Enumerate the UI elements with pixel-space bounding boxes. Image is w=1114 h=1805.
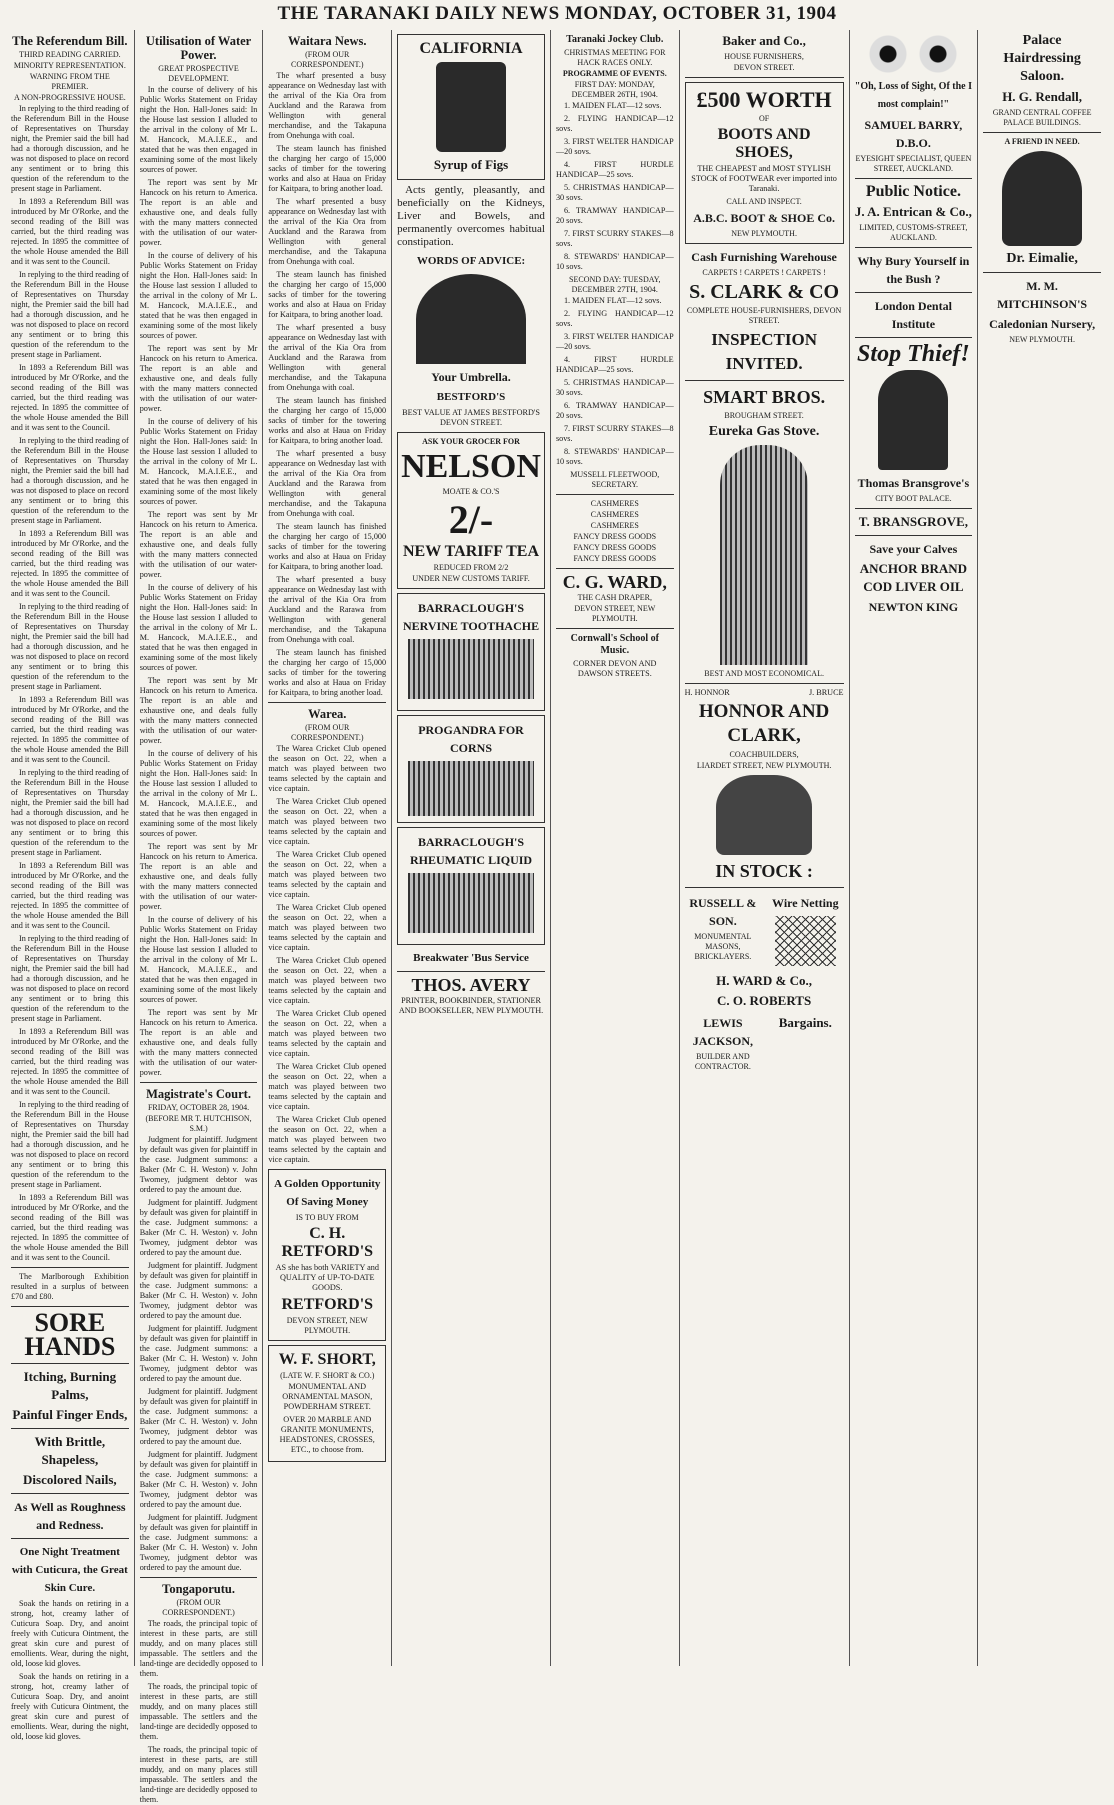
programme-title: PROGRAMME OF EVENTS. xyxy=(562,69,667,78)
stop-thief-title: Stop Thief! xyxy=(857,341,970,367)
nelson-tea-ad xyxy=(397,432,545,589)
race-5: 5. CHRISTMAS HANDICAP—30 sovs. xyxy=(555,183,674,202)
race-6-day2: 6. TRAMWAY HANDICAP—20 sovs. xyxy=(555,401,674,420)
court-para-repeat-c: Judgment for plaintiff. Judgment by default was given for plaintiff in the case. Judgment summons: a Baker (Mr C. H. Weston) v. John Twomey, judgment debtor was ordered to pay the amount due. xyxy=(139,1324,258,1383)
mitchinson-title: M. M. MITCHINSON'S xyxy=(997,279,1088,311)
warea-para-repeat-g: The Warea Cricket Club opened the season on Oct. 22, when a match was played between two teams selected by the captain and vice captain. xyxy=(268,1115,387,1164)
referendum-sub-3: WARNING FROM THE PREMIER. xyxy=(29,72,110,91)
clark-title: S. CLARK & CO xyxy=(689,281,840,303)
retford-shop: RETFORD'S xyxy=(281,1296,374,1313)
referendum-para-1-repeat-e: In replying to the third reading of the Referendum Bill in the House of Representatives on Thursday night, the Premier said the bill had had a thorough discussion, and he was not disposed to place on record any sentiment or to bring this question of the referendum to the present stage in Parliament. xyxy=(11,934,129,1023)
column-7 xyxy=(849,30,978,1666)
court-para: Judgment for plaintiff. Judgment by default was given for plaintiff in the case. Judgment summons: a Baker (Mr C. H. Weston) v. John Twomey, judgment debtor was ordered to pay the amount due. xyxy=(139,1135,258,1194)
divider xyxy=(11,1493,129,1494)
second-day: SECOND DAY: TUESDAY, DECEMBER 27TH, 1904. xyxy=(569,275,661,294)
water-para-1-repeat-d: In the course of delivery of his Public Works Statement on Friday night the Hon. Hall-Jones said: In the House last session I alluded to the arrival in the colony of Mr L. M. Hancock, M.A.I.E.E., and stated that he was then engaged in examining some of the most likely sources of power. xyxy=(139,749,258,838)
court-para-repeat-e: Judgment for plaintiff. Judgment by default was given for plaintiff in the case. Judgment summons: a Baker (Mr C. H. Weston) v. John Twomey, judgment debtor was ordered to pay the amount due. xyxy=(139,1450,258,1509)
thief-illustration xyxy=(878,370,948,470)
court-before: (BEFORE MR T. HUTCHISON, S.M.) xyxy=(145,1114,252,1133)
calves-title: Save your Calves xyxy=(869,542,958,556)
abc-addr: NEW PLYMOUTH. xyxy=(731,229,797,238)
waitara-para-1: The wharf presented a busy appearance on Wednesday last with the arrival of the Kia Ora from Auckland and the Rarawa from Wellington with general merchandise, and the Takapuna from Onehunga with coal. xyxy=(268,71,387,140)
waitara-para-2-repeat: The steam launch has finished the charging her cargo of 15,000 sacks of timber for the towering works and also at Haua on Friday for Kaitpara, to bring another load. xyxy=(268,270,387,319)
eureka-caption: BEST AND MOST ECONOMICAL. xyxy=(704,669,824,678)
short-name: W. F. SHORT, xyxy=(278,1351,376,1368)
jackson-title: LEWIS JACKSON, xyxy=(692,1016,754,1048)
divider xyxy=(983,132,1101,133)
column-3 xyxy=(262,30,391,1666)
randall-title: H. G. Rendall, xyxy=(1002,89,1083,104)
entrican-sub: LIMITED, CUSTOMS-STREET, AUCKLAND. xyxy=(859,223,968,242)
divider xyxy=(11,1538,129,1539)
eureka-title: Eureka Gas Stove. xyxy=(708,424,820,439)
bus-title: Breakwater 'Bus Service xyxy=(413,952,529,964)
figs-bottle-illustration xyxy=(436,62,506,152)
sore-hands-title: SORE HANDS xyxy=(24,1308,116,1361)
nelson-title: NELSON xyxy=(401,448,541,485)
russell-sub: MONUMENTAL MASONS, BRICKLAYERS. xyxy=(694,932,752,961)
wire-netting-illustration xyxy=(775,916,836,966)
tea-price: 2/- xyxy=(448,497,494,542)
randall-sub: GRAND CENTRAL COFFEE PALACE BUILDINGS. xyxy=(992,108,1092,127)
referendum-para-2-repeat-e: In 1893 a Referendum Bill was introduced by Mr O'Rorke, and the second reading of the Bill was carried, but the third reading was rejected. In 1895 the committee of the whole House amended the Bill and it was sent to the Council. xyxy=(11,1027,129,1096)
tonga-para-repeat-b: The roads, the principal topic of interest in these parts, are still muddy, and on many places still impassable. The settlers and the land-tinge are decidedly opposed to them. xyxy=(139,1745,258,1804)
referendum-para-1-repeat-f: In replying to the third reading of the Referendum Bill in the House of Representatives on Thursday night, the Premier said the bill had had a thorough discussion, and he was not disposed to place on record any sentiment or to bring this question of the referendum to the present stage in Parliament. xyxy=(11,1100,129,1189)
advice-title: WORDS OF ADVICE: xyxy=(416,255,526,267)
cashmere-2: CASHMERES xyxy=(590,510,639,519)
worth-of: OF xyxy=(758,114,770,123)
water-para-2-repeat: The report was sent by Mr Hancock on his return to America. The report is an able and exhaustive one, and deals fully with the many matters connected with the utilisation of our water-power. xyxy=(139,344,258,413)
bargains-block xyxy=(767,1012,843,1073)
fancy-3: FANCY DRESS GOODS xyxy=(573,554,657,563)
friend-title: A FRIEND IN NEED. xyxy=(1004,137,1080,146)
column-5 xyxy=(550,30,679,1666)
smart-title: SMART BROS. xyxy=(703,387,826,407)
figs-text: Acts gently, pleasantly, and beneficially on the Kidneys, Liver and Bowels, and permanently overcomes habitual constipation. xyxy=(397,184,545,248)
nervine-box-illustration xyxy=(408,639,534,699)
boots-text: THE CHEAPEST and MOST STYLISH STOCK of FOOTWEAR ever imported into Taranaki. xyxy=(691,164,837,193)
t-bransgrove: T. BRANSGROVE, xyxy=(858,514,968,529)
race-8-day2: 8. STEWARDS' HANDICAP—10 sovs. xyxy=(555,447,674,466)
tonga-sub: (FROM OUR CORRESPONDENT.) xyxy=(162,1598,235,1617)
water-para-2: The report was sent by Mr Hancock on his return to America. The report is an able and exhaustive one, and deals fully with the many matters connected with the utilisation of our water-power. xyxy=(139,178,258,247)
short-text: MONUMENTAL AND ORNAMENTAL MASON, POWDERHAM STREET. xyxy=(282,1382,373,1411)
divider xyxy=(855,247,973,248)
corns-title: PROGANDRA FOR CORNS xyxy=(418,723,524,755)
court-para-repeat: Judgment for plaintiff. Judgment by default was given for plaintiff in the case. Judgment summons: a Baker (Mr C. H. Weston) v. John Twomey, judgment debtor was ordered to pay the amount due. xyxy=(139,1198,258,1257)
referendum-sub-4: A NON-PROGRESSIVE HOUSE. xyxy=(13,93,126,102)
nervine-title: BARRACLOUGH'S NERVINE TOOTHACHE xyxy=(402,601,540,633)
sore-line-1: Itching, Burning Palms, xyxy=(23,1369,117,1402)
waitara-para-1-repeat-c: The wharf presented a busy appearance on Wednesday last with the arrival of the Kia Ora from Auckland and the Rarawa from Wellington with general merchandise, and the Takapuna from Onehunga with coal. xyxy=(268,449,387,518)
russell-block xyxy=(685,892,761,970)
ward-addr: DEVON STREET, NEW PLYMOUTH. xyxy=(574,604,656,623)
race-8: 8. STEWARDS' HANDICAP—10 sovs. xyxy=(555,252,674,271)
waitara-title: Waitara News. xyxy=(288,34,367,48)
fancy-2: FANCY DRESS GOODS xyxy=(573,543,657,552)
mitchinson-addr: NEW PLYMOUTH. xyxy=(1009,335,1075,344)
gas-stove-illustration xyxy=(720,445,807,665)
referendum-title: The Referendum Bill. xyxy=(12,34,128,48)
race-4: 4. FIRST HURDLE HANDICAP—25 sovs. xyxy=(555,160,674,179)
divider xyxy=(556,568,674,569)
carpets-line: CARPETS ! CARPETS ! CARPETS ! xyxy=(702,268,826,277)
waitara-para-1-repeat: The wharf presented a busy appearance on Wednesday last with the arrival of the Kia Ora from Auckland and the Rarawa from Wellington with general merchandise, and the Takapuna from Onehunga with coal. xyxy=(268,197,387,266)
tea-reduced: REDUCED FROM 2/2 xyxy=(433,563,509,572)
short-sub: (LATE W. F. SHORT & CO.) xyxy=(280,1371,375,1380)
bransgrove-title: Thomas Bransgrove's xyxy=(857,476,970,490)
referendum-para-1-repeat-c: In replying to the third reading of the Referendum Bill in the House of Representatives on Thursday night, the Premier said the bill had had a thorough discussion, and he was not disposed to place on record any sentiment or to bring this question of the referendum to the present stage in Parliament. xyxy=(11,602,129,691)
court-date: FRIDAY, OCTOBER 28, 1904. xyxy=(147,1103,250,1112)
divider xyxy=(11,1363,129,1364)
referendum-para-2-repeat-b: In 1893 a Referendum Bill was introduced by Mr O'Rorke, and the second reading of the Bill was carried, but the third reading was rejected. In 1895 the committee of the whole House amended the Bill and it was sent to the Council. xyxy=(11,529,129,598)
divider xyxy=(983,272,1101,273)
divider xyxy=(685,887,844,888)
baker-sub: HOUSE FURNISHERS, xyxy=(724,52,804,61)
water-para-2-repeat-e: The report was sent by Mr Hancock on his return to America. The report is an able and exhaustive one, and deals fully with the many matters connected with the utilisation of our water-power. xyxy=(139,1008,258,1077)
stock-title: IN STOCK : xyxy=(715,861,813,881)
column-8 xyxy=(977,30,1106,1666)
sore-line-4: Discolored Nails, xyxy=(23,1472,117,1487)
water-para-1-repeat-e: In the course of delivery of his Public Works Statement on Friday night the Hon. Hall-Jones said: In the House last session I alluded to the arrival in the colony of Mr L. M. Hancock, M.A.I.E.E., and stated that he was then engaged in examining some of the most likely sources of power. xyxy=(139,915,258,1004)
retford-name: C. H. RETFORD'S xyxy=(281,1225,374,1260)
referendum-para-1: In replying to the third reading of the Referendum Bill in the House of Representatives on Thursday night, the Premier said the bill had had a thorough discussion, and he was not disposed to place on record any sentiment or to bring this question of the referendum to the present stage in Parliament. xyxy=(11,104,129,193)
cashmere-3: CASHMERES xyxy=(590,521,639,530)
divider xyxy=(685,77,844,78)
masthead: THE TARANAKI DAILY NEWS MONDAY, OCTOBER 31, 1904 xyxy=(277,3,837,24)
barry-title: SAMUEL BARRY, D.B.O. xyxy=(864,118,963,150)
sore-line-6: One Night Treatment with Cuticura, the Great Skin Cure. xyxy=(11,1546,128,1594)
honnor-title: HONNOR AND CLARK, xyxy=(698,701,830,746)
referendum-para-2-repeat-d: In 1893 a Referendum Bill was introduced by Mr O'Rorke, and the second reading of the Bill was carried, but the third reading was rejected. In 1895 the committee of the whole House amended the Bill and it was sent to the Council. xyxy=(11,861,129,930)
barraclough-nervine-ad xyxy=(397,593,545,711)
jackson-row xyxy=(685,1012,844,1073)
tea-label: NEW TARIFF TEA xyxy=(403,543,540,560)
clark-sub: COMPLETE HOUSE-FURNISHERS, DEVON STREET. xyxy=(686,306,842,325)
warea-para-repeat-d: The Warea Cricket Club opened the season on Oct. 22, when a match was played between two teams selected by the captain and vice captain. xyxy=(268,956,387,1005)
court-para-repeat-f: Judgment for plaintiff. Judgment by default was given for plaintiff in the case. Judgment summons: a Baker (Mr C. H. Weston) v. John Twomey, judgment debtor was ordered to pay the amount due. xyxy=(139,1513,258,1572)
waitara-sub: (FROM OUR CORRESPONDENT.) xyxy=(290,50,364,69)
referendum-para-1-repeat-b: In replying to the third reading of the Referendum Bill in the House of Representatives on Thursday night, the Premier said the bill had had a thorough discussion, and he was not disposed to place on record any sentiment or to bring this question of the referendum to the present stage in Parliament. xyxy=(11,436,129,525)
court-title: Magistrate's Court. xyxy=(146,1087,251,1101)
water-para-2-repeat-c: The report was sent by Mr Hancock on his return to America. The report is an able and exhaustive one, and deals fully with the many matters connected with the utilisation of our water-power. xyxy=(139,676,258,745)
waitara-para-1-repeat-d: The wharf presented a busy appearance on Wednesday last with the arrival of the Kia Ora from Auckland and the Rarawa from Wellington with general merchandise, and the Takapuna from Onehunga with coal. xyxy=(268,575,387,644)
bargains-title: Bargains. xyxy=(778,1015,832,1030)
syrup-of-figs-ad xyxy=(397,34,545,180)
dental-title: London Dental Institute xyxy=(874,299,952,331)
warea-para: The Warea Cricket Club opened the season on Oct. 22, when a match was played between two teams selected by the captain and vice captain. xyxy=(268,744,387,793)
referendum-para-2-repeat: In 1893 a Referendum Bill was introduced by Mr O'Rorke, and the second reading of the Bill was carried, but the third reading was rejected. In 1895 the committee of the whole House amended the Bill and it was sent to the Council. xyxy=(11,363,129,432)
divider xyxy=(268,702,386,703)
race-2: 2. FLYING HANDICAP—12 sovs. xyxy=(555,114,674,133)
divider xyxy=(855,292,973,293)
sore-line-3: With Brittle, Shapeless, xyxy=(34,1434,106,1467)
honnor-addr: LIARDET STREET, NEW PLYMOUTH. xyxy=(696,761,832,770)
wire-title: Wire Netting xyxy=(772,896,839,910)
divider xyxy=(556,628,674,629)
court-para-repeat-d: Judgment for plaintiff. Judgment by default was given for plaintiff in the case. Judgment summons: a Baker (Mr C. H. Weston) v. John Twomey, judgment debtor was ordered to pay the amount due. xyxy=(139,1387,258,1446)
public-notice-title: Public Notice. xyxy=(865,183,961,200)
court-para-repeat-b: Judgment for plaintiff. Judgment by default was given for plaintiff in the case. Judgment summons: a Baker (Mr C. H. Weston) v. John Twomey, judgment debtor was ordered to pay the amount due. xyxy=(139,1261,258,1320)
bestford-name: BESTFORD'S xyxy=(436,391,506,403)
jackson-sub: BUILDER AND CONTRACTOR. xyxy=(694,1052,751,1071)
column-6 xyxy=(679,30,849,1666)
cash-title: Cash Furnishing Warehouse xyxy=(691,250,837,264)
warea-sub: (FROM OUR CORRESPONDENT.) xyxy=(290,723,364,742)
water-para-2-repeat-d: The report was sent by Mr Hancock on his return to America. The report is an able and exhaustive one, and deals fully with the many matters connected with the utilisation of our water-power. xyxy=(139,842,258,911)
avery-title: THOS. AVERY xyxy=(411,975,531,995)
column-2 xyxy=(134,30,263,1804)
figs-bottom: Syrup of Figs xyxy=(433,157,509,172)
race-7-day2: 7. FIRST SCURRY STAKES—8 sovs. xyxy=(555,424,674,443)
baker-addr: DEVON STREET. xyxy=(733,63,795,72)
divider xyxy=(140,1577,258,1578)
water-para-1: In the course of delivery of his Public Works Statement on Friday night the Hon. Hall-Jones said: In the House last session I alluded to the arrival in the colony of Mr L. M. Hancock, M.A.I.E.E., and stated that he was then engaged in examining some of the most likely sources of power. xyxy=(139,85,258,174)
retford-address: DEVON STREET, NEW PLYMOUTH. xyxy=(286,1316,368,1335)
waitara-para-2: The steam launch has finished the charging her cargo of 15,000 sacks of timber for the towering works and also at Haua on Friday for Kaitpara, to bring another load. xyxy=(268,144,387,193)
water-para-1-repeat-c: In the course of delivery of his Public Works Statement on Friday night the Hon. Hall-Jones said: In the House last session I alluded to the arrival in the colony of Mr L. M. Hancock, M.A.I.E.E., and stated that he was then engaged in examining some of the most likely sources of power. xyxy=(139,583,258,672)
race-4-day2: 4. FIRST HURDLE HANDICAP—25 sovs. xyxy=(555,355,674,374)
avery-text: PRINTER, BOOKBINDER, STATIONER AND BOOKSELLER, NEW PLYMOUTH. xyxy=(398,996,544,1015)
divider xyxy=(11,1267,129,1268)
divider xyxy=(685,683,844,684)
short-mason-ad xyxy=(268,1345,386,1462)
eyes-illustration xyxy=(863,34,963,74)
column-1 xyxy=(6,30,134,1741)
tea-note: UNDER NEW CUSTOMS TARIFF. xyxy=(412,574,530,583)
column-4 xyxy=(391,30,550,1666)
retford-text: AS she has both VARIETY and QUALITY of UP-TO-DATE GOODS. xyxy=(275,1263,379,1292)
water-power-title: Utilisation of Water Power. xyxy=(145,34,252,62)
jockey-sub: CHRISTMAS MEETING FOR HACK RACES ONLY. xyxy=(564,48,666,67)
boots-ad xyxy=(685,82,844,244)
referendum-sub-2: MINORITY REPRESENTATION. xyxy=(13,61,126,70)
race-6: 6. TRAMWAY HANDICAP—20 sovs. xyxy=(555,206,674,225)
waitara-para-2-repeat-d: The steam launch has finished the charging her cargo of 15,000 sacks of timber for the towering works and also at Haua on Friday for Kaitpara, to bring another load. xyxy=(268,648,387,697)
corns-ad xyxy=(397,715,545,823)
russell-title: RUSSELL & SON. xyxy=(689,896,757,928)
tonga-para-repeat: The roads, the principal topic of interest in these parts, are still muddy, and on many places still impassable. The settlers and the land-tinge are decidedly opposed to them. xyxy=(139,1682,258,1741)
warea-para-repeat-e: The Warea Cricket Club opened the season on Oct. 22, when a match was played between two teams selected by the captain and vice captain. xyxy=(268,1009,387,1058)
race-1: 1. MAIDEN FLAT—12 sovs. xyxy=(563,101,662,110)
umbrella-illustration xyxy=(416,274,526,364)
worth-title: £500 WORTH xyxy=(696,87,832,112)
honnor-partners xyxy=(685,688,844,698)
referendum-para-2-repeat-f: In 1893 a Referendum Bill was introduced by Mr O'Rorke, and the second reading of the Bill was carried, but the third reading was rejected. In 1895 the committee of the whole House amended the Bill and it was sent to the Council. xyxy=(11,1193,129,1262)
waitara-para-2-repeat-c: The steam launch has finished the charging her cargo of 15,000 sacks of timber for the towering works and also at Haua on Friday for Kaitpara, to bring another load. xyxy=(268,522,387,571)
water-power-sub: GREAT PROSPECTIVE DEVELOPMENT. xyxy=(158,64,239,83)
bestford-text: BEST VALUE AT JAMES BESTFORD'S DEVON STREET. xyxy=(402,408,540,427)
divider xyxy=(855,337,973,338)
abc-name: A.B.C. BOOT & SHOE Co. xyxy=(693,211,835,225)
tonga-title: Tongaporutu. xyxy=(162,1582,235,1596)
race-3: 3. FIRST WELTER HANDICAP—20 sovs. xyxy=(555,137,674,156)
cornwall-text: CORNER DEVON AND DAWSON STREETS. xyxy=(573,659,657,678)
entrican-title: J. A. Entrican & Co., xyxy=(854,204,972,219)
race-3-day2: 3. FIRST WELTER HANDICAP—20 sovs. xyxy=(555,332,674,351)
columns xyxy=(6,30,1106,1804)
golden-sub: IS TO BUY FROM xyxy=(295,1213,359,1222)
rheumatic-title: BARRACLOUGH'S RHEUMATIC LIQUID xyxy=(409,835,533,867)
barry-sub: EYESIGHT SPECIALIST, QUEEN STREET, AUCKLAND. xyxy=(855,154,972,173)
newton-king: NEWTON KING xyxy=(868,600,959,614)
warea-para-repeat-f: The Warea Cricket Club opened the season on Oct. 22, when a match was played between two teams selected by the captain and vice captain. xyxy=(268,1062,387,1111)
ward-iron-title: H. WARD & Co., xyxy=(716,973,812,988)
russell-wire-row xyxy=(685,892,844,970)
palace-title: Palace Hairdressing Saloon. xyxy=(1003,33,1081,84)
warea-para-repeat: The Warea Cricket Club opened the season on Oct. 22, when a match was played between two teams selected by the captain and vice captain. xyxy=(268,797,387,846)
mitchinson-sub: Caledonian Nursery, xyxy=(989,317,1096,331)
cornwall-title: Cornwall's School of Music. xyxy=(570,633,659,656)
short-footer: OVER 20 MARBLE AND GRANITE MONUMENTS, HEADSTONES, CROSSES, ETC., to choose from. xyxy=(279,1415,375,1454)
waitara-para-1-repeat-b: The wharf presented a busy appearance on Wednesday last with the arrival of the Kia Ora from Auckland and the Rarawa from Wellington with general merchandise, and the Takapuna from Onehunga with coal. xyxy=(268,323,387,392)
rheumatic-box-illustration xyxy=(408,873,534,933)
referendum-para-1-repeat: In replying to the third reading of the Referendum Bill in the House of Representatives on Thursday night, the Premier said the bill had had a thorough discussion, and he was not disposed to place on record any sentiment or to bring this question of the referendum to the present stage in Parliament. xyxy=(11,270,129,359)
rheumatic-ad xyxy=(397,827,545,945)
inspection-title: INSPECTION INVITED. xyxy=(711,330,817,373)
golden-title: A Golden Opportunity Of Saving Money xyxy=(274,1178,381,1208)
ward-name: C. G. WARD, xyxy=(562,572,667,592)
water-para-1-repeat-b: In the course of delivery of his Public Works Statement on Friday night the Hon. Hall-Jones said: In the House last session I alluded to the arrival in the colony of Mr L. M. Hancock, M.A.I.E.E., and stated that he was then engaged in examining some of the most likely sources of power. xyxy=(139,417,258,506)
sore-text-repeat: Soak the hands on retiring in a strong, hot, creamy lather of Cuticura Soap. Dry, and anoint freely with Cuticura Ointment, the great skin cure and purest of emollients. Wear, during the night, old, loose kid gloves. xyxy=(11,1672,129,1741)
eimalie-title: Dr. Eimalie, xyxy=(1006,251,1078,266)
jackson-block xyxy=(685,1012,761,1073)
bransgrove-sub: CITY BOOT PALACE. xyxy=(875,494,952,503)
sore-text: Soak the hands on retiring in a strong, hot, creamy lather of Cuticura Soap. Dry, and anoint freely with Cuticura Ointment, the great skin cure and purest of emollients. Wear, during the night, old, loose kid gloves. xyxy=(11,1599,129,1668)
sore-line-2: Painful Finger Ends, xyxy=(12,1407,128,1422)
warea-para-repeat-c: The Warea Cricket Club opened the season on Oct. 22, when a match was played between two teams selected by the captain and vice captain. xyxy=(268,903,387,952)
exhibition-note: The Marlborough Exhibition resulted in a surplus of between £70 and £80. xyxy=(11,1272,129,1301)
honnor-right: J. BRUCE xyxy=(808,688,844,697)
race-1-day2: 1. MAIDEN FLAT—12 sovs. xyxy=(563,296,662,305)
umbrella-title: Your Umbrella. xyxy=(431,370,511,384)
race-2-day2: 2. FLYING HANDICAP—12 sovs. xyxy=(555,309,674,328)
honnor-left: H. HONNOR xyxy=(684,688,730,697)
sore-line-5: As Well as Roughness and Redness. xyxy=(14,1500,126,1532)
water-para-1-repeat: In the course of delivery of his Public Works Statement on Friday night the Hon. Hall-Jones said: In the House last session I alluded to the arrival in the colony of Mr L. M. Hancock, M.A.I.E.E., and stated that he was then engaged in examining some of the most likely sources of power. xyxy=(139,251,258,340)
carriage-illustration xyxy=(716,775,811,855)
doctor-portrait-illustration xyxy=(1002,151,1082,246)
referendum-sub-1: THIRD READING CARRIED. xyxy=(19,50,121,59)
divider xyxy=(855,178,973,179)
divider xyxy=(685,380,844,381)
divider xyxy=(397,971,545,972)
race-5-day2: 5. CHRISTMAS HANDICAP—30 sovs. xyxy=(555,378,674,397)
nelson-sub: MOATE & CO.'S xyxy=(442,487,500,496)
divider xyxy=(11,1428,129,1429)
water-para-2-repeat-b: The report was sent by Mr Hancock on his return to America. The report is an able and exhaustive one, and deals fully with the many matters connected with the utilisation of our water-power. xyxy=(139,510,258,579)
corns-box-illustration xyxy=(408,761,534,816)
golden-opportunity-ad xyxy=(268,1169,386,1341)
cashmere-1: CASHMERES xyxy=(590,499,639,508)
race-7: 7. FIRST SCURRY STAKES—8 sovs. xyxy=(555,229,674,248)
eyes-caption: "Oh, Loss of Sight, Of the I most complain!" xyxy=(854,81,973,110)
referendum-para-2: In 1893 a Referendum Bill was introduced by Mr O'Rorke, and the second reading of the Bill was carried, but the third reading was rejected. In 1895 the committee of the whole House amended the Bill and it was sent to the Council. xyxy=(11,197,129,266)
wire-block xyxy=(767,892,843,970)
divider xyxy=(855,535,973,536)
roberts-title: C. O. ROBERTS xyxy=(717,993,812,1008)
divider xyxy=(556,494,674,495)
referendum-para-1-repeat-d: In replying to the third reading of the Referendum Bill in the House of Representatives on Thursday night, the Premier said the bill had had a thorough discussion, and he was not disposed to place on record any sentiment or to bring this question of the referendum to the present stage in Parliament. xyxy=(11,768,129,857)
ward-sub: THE CASH DRAPER, xyxy=(577,593,653,602)
first-day: FIRST DAY: MONDAY, DECEMBER 26TH, 1904. xyxy=(571,80,658,99)
tonga-para: The roads, the principal topic of interest in these parts, are still muddy, and on many places still impassable. The settlers and the land-tinge are decidedly opposed to them. xyxy=(139,1619,258,1678)
warea-title: Warea. xyxy=(308,707,347,721)
referendum-para-2-repeat-c: In 1893 a Referendum Bill was introduced by Mr O'Rorke, and the second reading of the Bill was carried, but the third reading was rejected. In 1895 the committee of the whole House amended the Bill and it was sent to the Council. xyxy=(11,695,129,764)
divider xyxy=(11,1306,129,1307)
waitara-para-2-repeat-b: The steam launch has finished the charging her cargo of 15,000 sacks of timber for the towering works and also at Haua on Friday for Kaitpara, to bring another load. xyxy=(268,396,387,445)
jockey-title: Taranaki Jockey Club. xyxy=(566,34,664,45)
baker-title: Baker and Co., xyxy=(722,33,806,48)
fancy-1: FANCY DRESS GOODS xyxy=(573,532,657,541)
why-bury-title: Why Bury Yourself in the Bush ? xyxy=(857,254,970,286)
grocer-line: ASK YOUR GROCER FOR xyxy=(422,437,520,446)
divider xyxy=(140,1082,258,1083)
divider xyxy=(855,508,973,509)
honnor-sub: COACHBUILDERS, xyxy=(729,750,799,759)
smart-addr: BROUGHAM STREET. xyxy=(724,411,804,420)
warea-para-repeat-b: The Warea Cricket Club opened the season on Oct. 22, when a match was played between two teams selected by the captain and vice captain. xyxy=(268,850,387,899)
anchor-title: ANCHOR BRAND COD LIVER OIL xyxy=(859,561,968,594)
boots-title: BOOTS AND SHOES, xyxy=(717,126,811,161)
secretary: MUSSELL FLEETWOOD, SECRETARY. xyxy=(570,470,660,489)
figs-top: CALIFORNIA xyxy=(419,40,523,57)
boots-call: CALL AND INSPECT. xyxy=(726,197,802,206)
